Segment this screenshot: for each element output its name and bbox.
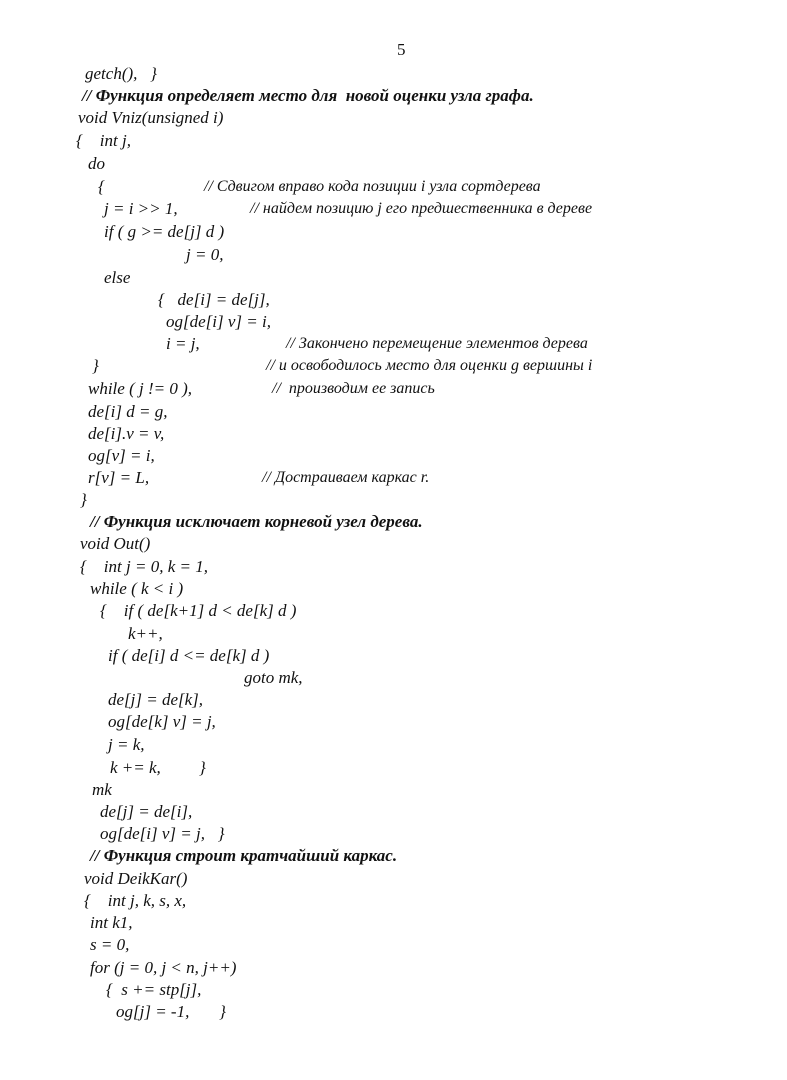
page-number: 5 <box>397 40 406 59</box>
code-line: de[j] = de[i], <box>100 802 193 821</box>
code-line: { int j, k, s, x, <box>84 891 187 910</box>
code-comment: // Сдвигом вправо кода позиции i узла сортдерева <box>204 178 541 195</box>
code-line: { de[i] = de[j], <box>158 290 270 309</box>
code-comment: // найдем позицию j его предшественника в дереве <box>250 200 593 217</box>
code-line: mk <box>92 780 112 799</box>
code-line: { int j = 0, k = 1, <box>80 557 208 576</box>
code-line: og[v] = i, <box>88 446 155 465</box>
code-line: else <box>104 268 131 287</box>
code-line: de[j] = de[k], <box>108 690 204 709</box>
code-line: j = 0, <box>186 245 224 264</box>
code-line: } <box>92 356 99 375</box>
code-line: s = 0, <box>90 935 130 954</box>
code-line: void Vniz(unsigned i) <box>78 108 224 127</box>
code-line: void DeikKar() <box>84 869 188 888</box>
code-line: goto mk, <box>244 668 303 687</box>
code-comment: // и освободилось место для оценки g вершины i <box>266 357 593 374</box>
code-line: og[de[k] v] = j, <box>108 712 216 731</box>
code-comment: // производим ее запись <box>272 380 435 397</box>
code-line: og[de[i] v] = i, <box>166 312 271 331</box>
code-line: og[j] = -1, } <box>116 1002 226 1021</box>
code-line: r[v] = L, <box>88 468 150 487</box>
code-line: { <box>98 177 105 196</box>
code-line: getch(), } <box>85 64 157 83</box>
code-line: j = k, <box>108 735 145 754</box>
code-line: og[de[i] v] = j, } <box>100 824 225 843</box>
code-line: { int j, <box>76 131 131 150</box>
code-line: i = j, <box>166 334 200 353</box>
comment-heading: // Функция строит кратчайший каркас. <box>90 846 398 865</box>
code-line: for (j = 0, j < n, j++) <box>90 958 237 977</box>
code-line: do <box>88 154 105 173</box>
code-line: j = i >> 1, <box>104 199 178 218</box>
code-line: if ( g >= de[j] d ) <box>104 222 225 241</box>
comment-heading: // Функция исключает корневой узел дерева. <box>90 512 423 531</box>
code-line: void Out() <box>80 534 151 553</box>
code-line: de[i] d = g, <box>88 402 168 421</box>
code-line: while ( j != 0 ), <box>88 379 193 398</box>
code-line: } <box>80 490 87 509</box>
code-line: while ( k < i ) <box>90 579 184 598</box>
comment-heading: // Функция определяет место для новой оценки узла графа. <box>82 86 534 105</box>
code-line: if ( de[i] d <= de[k] d ) <box>108 646 270 665</box>
code-comment: // Достраиваем каркас r. <box>262 469 430 486</box>
code-line: k += k, } <box>110 758 206 777</box>
code-line: int k1, <box>90 913 133 932</box>
code-comment: // Закончено перемещение элементов дерева <box>286 335 588 352</box>
code-line: k++, <box>128 624 163 643</box>
code-line: { if ( de[k+1] d < de[k] d ) <box>100 601 297 620</box>
code-line: { s += stp[j], <box>106 980 202 999</box>
code-line: de[i].v = v, <box>88 424 165 443</box>
